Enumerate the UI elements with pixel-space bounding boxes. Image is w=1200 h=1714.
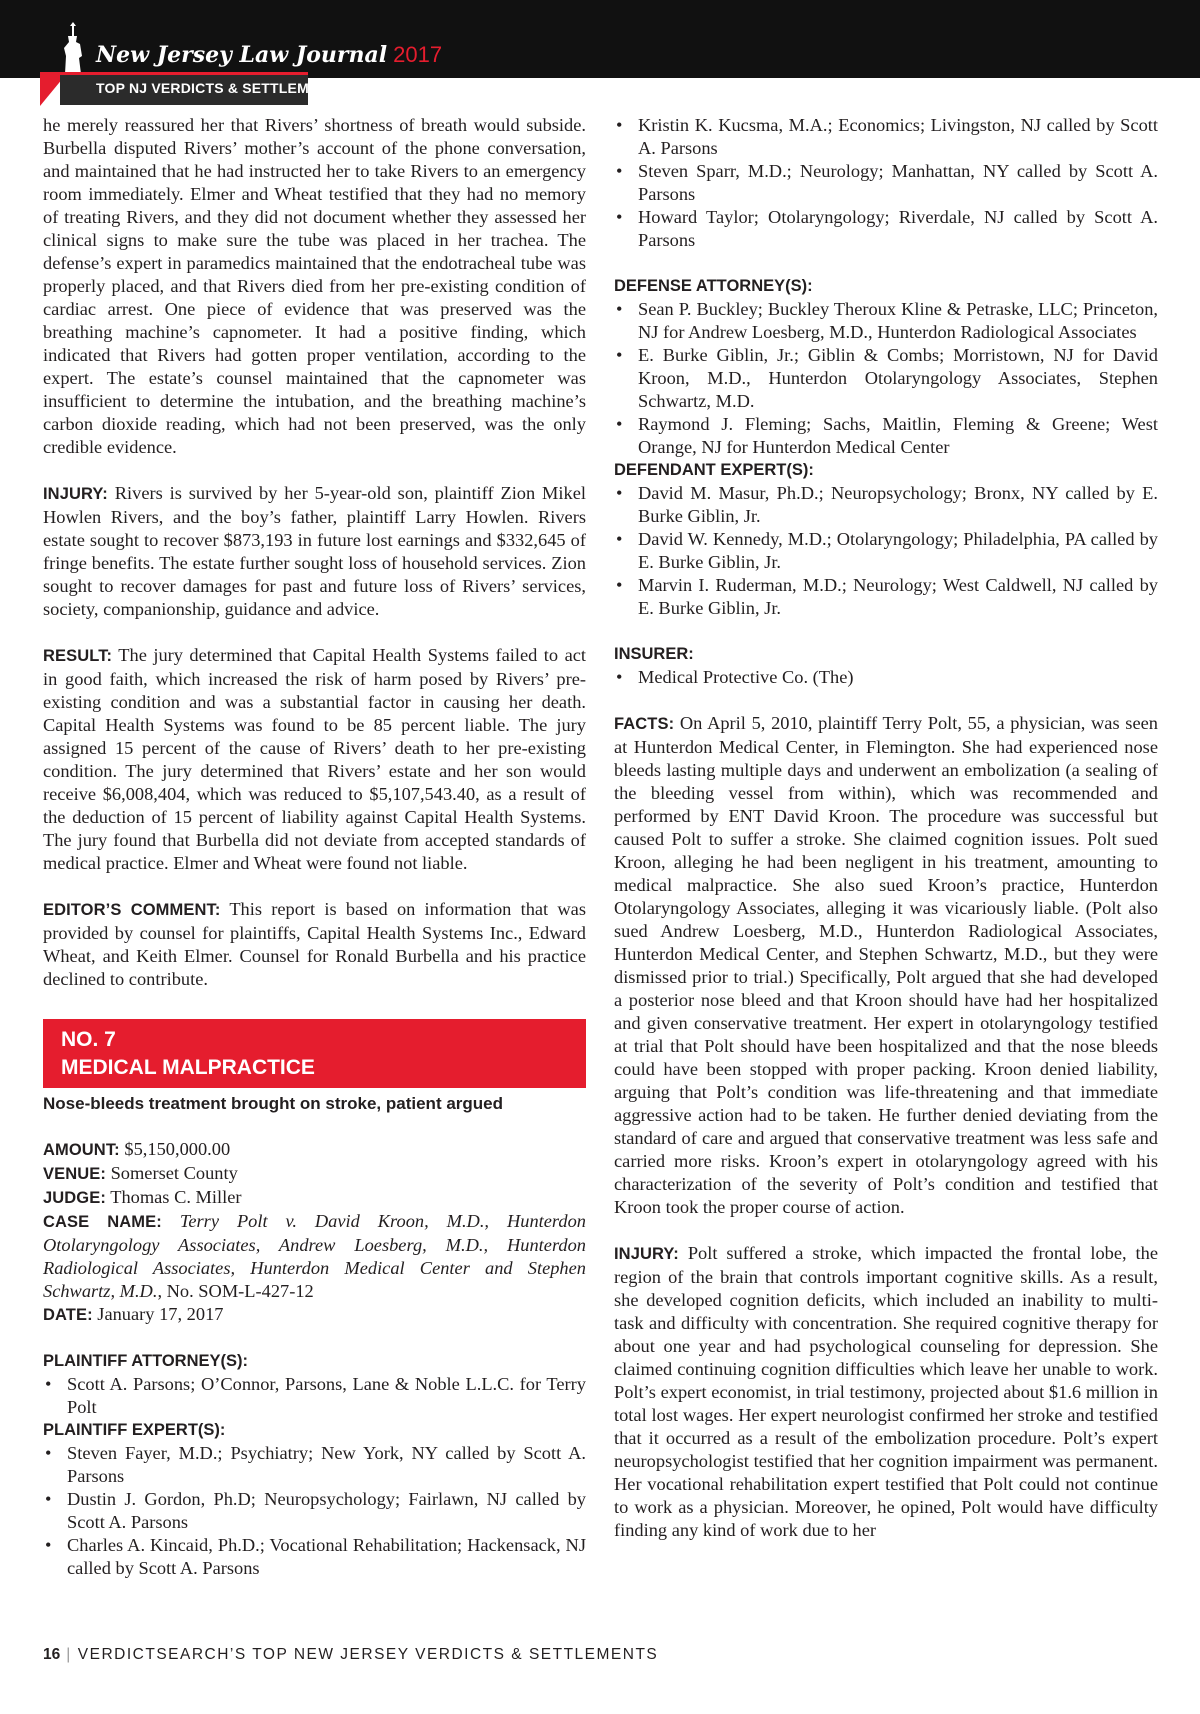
list-item: • Howard Taylor; Otolaryngology; Riverdale, NJ called by Scott A. Parsons [614, 206, 1158, 252]
plaintiff-attorneys-list [43, 1373, 586, 1419]
plaintiff-attorneys-heading: PLAINTIFF ATTORNEY(S): [43, 1352, 249, 1370]
editor-comment-text: This report is based on information that was provided by counsel for plaintiffs, Capital Health Systems Inc., Edward Wheat, and Keith Elmer. Counsel for Ronald Burbella and his practice declined to contribute. [43, 899, 586, 989]
venue-label: VENUE: [43, 1165, 106, 1183]
left-column [43, 114, 586, 1580]
defense-attorneys-list [614, 298, 1158, 459]
list-item: • Charles A. Kincaid, Ph.D.; Vocational Rehabilitation; Hackensack, NJ called by Scott A. Parsons [43, 1534, 586, 1580]
section-banner-text: TOP NJ VERDICTS & SETTLEMENTS [96, 80, 348, 96]
case-tagline: Nose-bleeds treatment brought on stroke, patient argued [43, 1094, 504, 1113]
injury-text: Rivers is survived by her 5-year-old son, plaintiff Zion Mikel Howlen Rivers, and the boy’s father, plaintiff Larry Howlen. Rivers estate sought to recover $873,193 in future lost earnings and $332,645 of fringe benefits. The estate further sought loss of household services. Zion sought to recover damages for past and future loss of Rivers’ services, society, companionship, guidance and advice. [43, 483, 586, 619]
list-item: • David M. Masur, Ph.D.; Neuropsychology; Bronx, NY called by E. Burke Giblin, Jr. [614, 482, 1158, 528]
list-item: • Steven Sparr, M.D.; Neurology; Manhattan, NY called by Scott A. Parsons [614, 160, 1158, 206]
date-label: DATE: [43, 1306, 93, 1324]
page-number: 16 [43, 1646, 61, 1663]
date-value: January 17, 2017 [97, 1304, 224, 1324]
section-banner [60, 72, 348, 105]
editor-comment-paragraph [43, 898, 586, 991]
case-heading-box [43, 1019, 586, 1088]
case-name-line [43, 1210, 586, 1303]
injury-paragraph-2 [614, 1242, 1158, 1542]
venue-line [43, 1162, 586, 1186]
list-item: • Sean P. Buckley; Buckley Theroux Kline & Petraske, LLC; Princeton, NJ for Andrew Loesberg, M.D., Hunterdon Radiological Associates [614, 298, 1158, 344]
judge-line [43, 1186, 586, 1210]
page-footer [43, 1646, 658, 1664]
plaintiff-experts-list [43, 1442, 586, 1580]
defendant-experts-heading: DEFENDANT EXPERT(S): [614, 461, 814, 479]
case-name-value: Terry Polt v. David Kroon, M.D., Hunterdon Otolaryngology Associates, Andrew Loesberg, M.D., Hunterdon Radiological Associates, Hunterdon Medical Center and Stephen Schwartz, M.D. [43, 1211, 586, 1301]
footer-separator: | [66, 1646, 72, 1663]
list-item: • Marvin I. Ruderman, M.D.; Neurology; West Caldwell, NJ called by E. Burke Giblin, Jr. [614, 574, 1158, 620]
list-item: • Raymond J. Fleming; Sachs, Maitlin, Fleming & Greene; West Orange, NJ for Hunterdon Medical Center [614, 413, 1158, 459]
case-category-heading: MEDICAL MALPRACTICE [61, 1056, 315, 1079]
editor-comment-label: EDITOR’S COMMENT: [43, 901, 221, 919]
defendant-experts-list [614, 482, 1158, 620]
facts-text: On April 5, 2010, plaintiff Terry Polt, 55, a physician, was seen at Hunterdon Medical Center, in Flemington. She had experienced nose bleeds lasting multiple days and underwent an embolization (a sealing of the bleeding vessel from within), which was recommended and performed by ENT David Kroon. The procedure was successful but caused Polt to suffer a stroke. She claimed cognition issues. Polt sued Kroon, alleging he had been negligent in his treatment, amounting to medical malpractice. She also sued Kroon’s practice, Hunterdon Otolaryngology Associates, alleging it was vicariously liable. (Polt also sued Andrew Loesberg, M.D., Hunterdon Radiological Associates, Hunterdon Medical Center, and Stephen Schwartz, M.D., but they were dismissed prior to trial.) Specifically, Polt argued that she had developed a posterior nose bleed and that Kroon should have had her hospitalized and given conservative treatment. Her expert in otolaryngology testified at trial that Polt should have been hospitalized and that the nose bleeds could have been stopped with proper packing. Kroon denied liability, arguing that Polt’s condition was life-threatening and that immediate aggressive action had to be taken. He further denied deviating from the standard of care and argued that conservative treatment was less safe and carried more risks. Kroon’s expert in otolaryngology agreed with his characterization of the severity of Polt’s condition and testified that Kroon took the proper course of action. [614, 713, 1158, 1217]
facts-label: FACTS: [614, 715, 675, 733]
injury-text-2: Polt suffered a stroke, which impacted the frontal lobe, the region of the brain that controls important cognitive skills. As a result, she developed cognition deficits, which included an inability to multi-task and difficulty with concentration. She required cognitive therapy for about one year and had psychological counseling for depression. She claimed continuing cognition difficulties which leave her unable to work. Polt’s expert economist, in trial testimony, projected about $1.6 million in total lost wages. Her expert neurologist confirmed her stroke and testified that it occurred as a result of the embolization procedure. Polt’s expert neuropsychologist testified that her cognition impairment was permanent. Her vocational rehabilitation expert testified that Polt could not continue to work as a physician. Moreover, he opined, Polt would have difficulty finding any kind of work due to her [614, 1243, 1158, 1540]
list-item: • Medical Protective Co. (The) [614, 666, 1158, 689]
injury-label: INJURY: [43, 485, 108, 503]
judge-value: Thomas C. Miller [110, 1187, 242, 1207]
result-text: The jury determined that Capital Health Systems failed to act in good faith, which increased the risk of harm posed by Rivers’ pre-existing condition and was a substantial factor in causing her death. Capital Health Systems was found to be 85 percent liable. The jury assigned 15 percent of the cause of Rivers’ death to her pre-existing condition. The jury determined that Rivers’ estate and her son would receive $6,008,404, which was reduced to $5,107,543.40, as a result of the deduction of 15 percent of liability against Capital Health Systems. The jury found that Burbella did not deviate from accepted standards of medical practice. Elmer and Wheat were found not liable. [43, 645, 587, 873]
amount-label: AMOUNT: [43, 1141, 120, 1159]
list-item: • Dustin J. Gordon, Ph.D; Neuropsychology; Fairlawn, NJ called by Scott A. Parsons [43, 1488, 586, 1534]
insurer-heading: INSURER: [614, 645, 694, 663]
list-item: • David W. Kennedy, M.D.; Otolaryngology; Philadelphia, PA called by E. Burke Giblin, Jr. [614, 528, 1158, 574]
amount-value: $5,150,000.00 [124, 1139, 231, 1159]
result-label: RESULT: [43, 647, 113, 665]
list-item: • E. Burke Giblin, Jr.; Giblin & Combs; Morristown, NJ for David Kroon, M.D., Hunterdon Otolaryngology Associates, Stephen Schwartz, M.D. [614, 344, 1158, 413]
injury-label-2: INJURY: [614, 1245, 679, 1263]
masthead-title [96, 42, 442, 72]
amount-line [43, 1138, 586, 1162]
case-number-heading: NO. 7 [61, 1028, 116, 1051]
docket-number: , No. SOM-L-427-12 [157, 1281, 314, 1301]
masthead-year: 2017 [393, 42, 443, 67]
list-item: • Scott A. Parsons; O’Connor, Parsons, Lane & Noble L.L.C. for Terry Polt [43, 1373, 586, 1419]
defense-attorneys-heading: DEFENSE ATTORNEY(S): [614, 277, 813, 295]
case-name-label: CASE NAME: [43, 1213, 162, 1231]
masthead-name: New Jersey Law Journal [96, 42, 388, 68]
plaintiff-experts-list-continued [614, 114, 1158, 252]
footer-publication: VERDICTSEARCH’S TOP NEW JERSEY VERDICTS & SETTLEMENTS [77, 1646, 659, 1663]
list-item: • Kristin K. Kucsma, M.A.; Economics; Livingston, NJ called by Scott A. Parsons [614, 114, 1158, 160]
insurer-list [614, 666, 1158, 689]
list-item: • Steven Fayer, M.D.; Psychiatry; New York, NY called by Scott A. Parsons [43, 1442, 586, 1488]
judge-label: JUDGE: [43, 1189, 106, 1207]
date-line [43, 1303, 586, 1327]
injury-paragraph [43, 482, 586, 621]
plaintiff-experts-heading: PLAINTIFF EXPERT(S): [43, 1421, 226, 1439]
venue-value: Somerset County [110, 1163, 238, 1183]
right-column [614, 114, 1158, 1542]
result-paragraph [43, 644, 586, 875]
continued-paragraph: he merely reassured her that Rivers’ shortness of breath would subside. Burbella disputed Rivers’ mother’s account of the phone conversation, and maintained that he had instructed her to take Rivers to an emergency room immediately. Elmer and Wheat testified that they had no memory of treating Rivers, and they did not document whether they assessed her clinical signs to make sure the tube was placed in her trachea. The defense’s expert in paramedics maintained that the endotracheal tube was properly placed, and that Rivers died from her pre-existing condition of cardiac arrest. One piece of evidence that was preserved was the breathing machine’s capnometer. It had a positive finding, which indicated that Rivers had gotten proper ventilation, according to the expert. The estate’s counsel maintained that the capnometer was insufficient to determine the intubation, and the breathing machine’s carbon dioxide reading, which had not been preserved, was the only credible evidence. [43, 115, 586, 457]
facts-paragraph [614, 712, 1158, 1219]
